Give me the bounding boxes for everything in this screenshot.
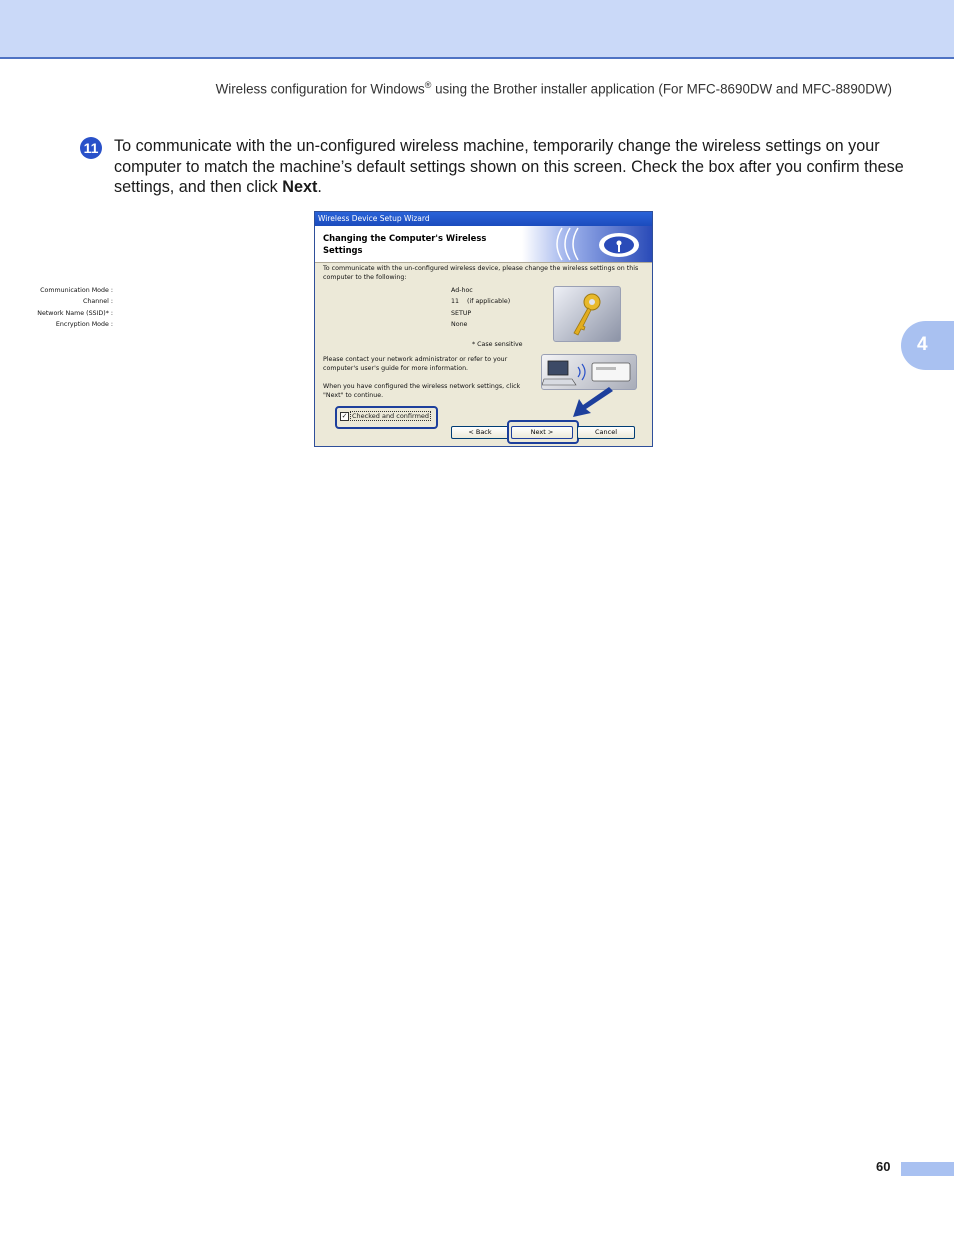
wizard-heading: Changing the Computer's Wireless Settings [323, 233, 487, 255]
wizard-screenshot: Wireless Device Setup Wizard Changing the Computer's Wireless Settings To communicate with the un-configured wireless device, please change the wireless settings on this computer to the following: Communication Mode : Ad-hoc Channel : 11 (if applicable) Network Name (SSID)* : SETUP Encryption Mode : None * Case sensitive Please contact your network administrator or refer to your computer's user's guide for more information. When you have configured the wireless network settings, click "Next" to continue. ✓ Checked and confirmed < Back Next > Cancel [314, 211, 653, 447]
chapter-tab: 4 [901, 321, 954, 370]
back-button[interactable]: < Back [451, 426, 509, 439]
confirm-checkbox[interactable]: ✓ [341, 412, 348, 420]
page-number-bar [901, 1162, 954, 1176]
header-band [0, 0, 954, 59]
confirm-checkbox-label[interactable]: Checked and confirmed [352, 412, 430, 420]
running-header: Wireless configuration for Windows® using the Brother installer application (For MFC-8690DW and MFC-8890DW) [215, 80, 892, 97]
contact-admin-text: Please contact your network administrator or refer to your computer's user's guide for more information. [323, 356, 508, 372]
laptop-printer-icon [541, 354, 637, 390]
wireless-banner-icon [522, 226, 652, 262]
pointer-arrow-icon [571, 387, 615, 419]
key-icon [553, 286, 621, 342]
step-number-badge: 11 [80, 137, 102, 159]
page-number: 60 [876, 1159, 891, 1174]
case-sensitive-note: * Case sensitive [472, 341, 523, 348]
next-button[interactable]: Next > [511, 426, 573, 439]
wizard-title-bar: Wireless Device Setup Wizard [315, 212, 652, 226]
step-instruction: To communicate with the un-configured wireless machine, temporarily change the wireless settings on your computer to match the machine’s default settings shown on this screen. Check the box after you confirm these settings, and then click Next. [114, 137, 904, 197]
wizard-intro-text: To communicate with the un-configured wireless device, please change the wireless settings on this computer to the following: [323, 265, 639, 281]
wizard-header [315, 226, 652, 263]
cancel-button[interactable]: Cancel [577, 426, 635, 439]
continue-instruction: When you have configured the wireless network settings, click "Next" to continue. [323, 383, 521, 399]
